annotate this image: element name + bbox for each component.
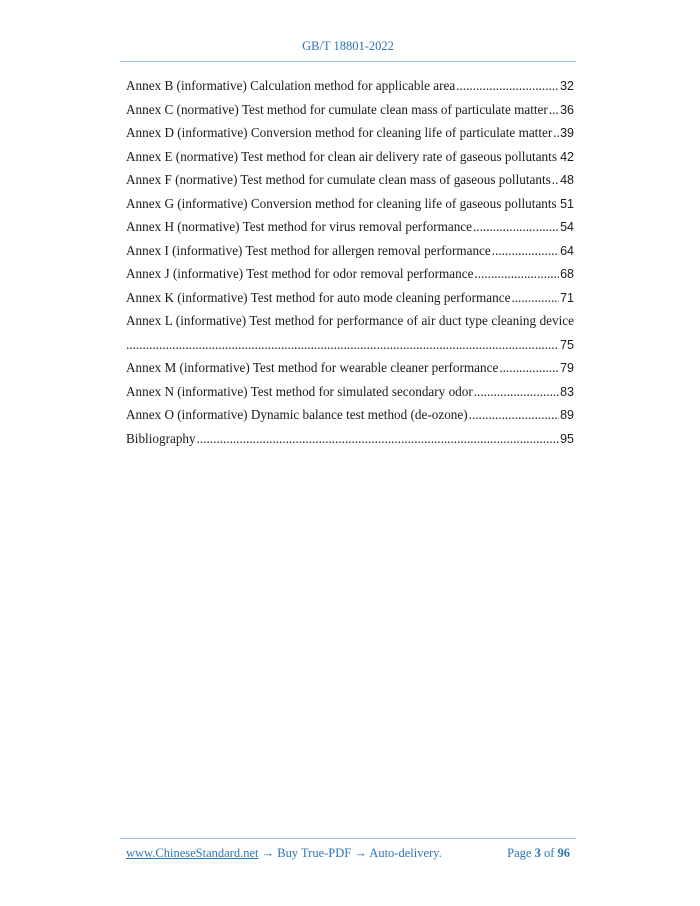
toc-entry-title: Annex D (informative) Conversion method for cleaning life of particulate matter [126,125,553,140]
toc-entry-page: 79 [560,361,574,375]
toc-entry[interactable] [126,356,574,380]
toc-dot-leader [511,286,559,310]
toc-dot-leader [474,380,559,404]
toc-entry-title: Annex E (normative) Test method for clean air delivery rate of gaseous pollutants [126,148,557,164]
total-page-count: 96 [557,846,570,860]
toc-dot-leader [197,427,559,451]
toc-entry[interactable] [126,98,574,122]
footer-left [126,846,442,861]
toc-entry[interactable] [126,380,574,404]
toc-entry-title: Bibliography [126,430,196,446]
toc-entry-page: 54 [560,220,574,234]
footer-divider [120,838,576,839]
toc-entry-title: Annex I (informative) Test method for allergen removal performance [126,242,491,258]
toc-entry[interactable] [126,215,574,239]
website-link[interactable]: www.ChineseStandard.net [126,846,259,860]
toc-entry-page: 64 [560,243,574,258]
toc-entry-page: 83 [560,384,574,399]
toc-entry-page: 39 [560,126,574,140]
toc-entry-page: 71 [560,290,574,305]
toc-entry-title: Annex M (informative) Test method for wearable cleaner performance [126,360,499,375]
toc-dot-leader [499,356,559,380]
table-of-contents [126,74,574,450]
standard-code: GB/T 18801-2022 [302,39,394,53]
toc-entry-title: Annex O (informative) Dynamic balance test method (de-ozone) [126,407,468,422]
toc-entry-title: Annex G (informative) Conversion method for cleaning life of gaseous pollutants [126,195,557,211]
toc-entry[interactable] [126,192,574,216]
document-footer [126,846,570,861]
current-page-number: 3 [534,846,541,860]
toc-entry[interactable] [126,121,574,145]
toc-entry-title: Annex B (informative) Calculation method for applicable area [126,78,456,93]
toc-entry[interactable] [126,286,574,310]
toc-dot-leader [553,121,559,145]
toc-entry-continuation [126,333,574,358]
toc-dot-leader [549,98,559,122]
toc-entry-title: Annex J (informative) Test method for odor removal performance [126,266,474,281]
page-of-label: of [543,846,555,860]
toc-entry-page: 75 [560,337,574,352]
toc-entry-title: Annex C (normative) Test method for cumulate clean mass of particulate matter [126,101,548,117]
page-label: Page [507,846,532,860]
toc-entry-page: 42 [560,149,574,164]
toc-dot-leader [474,262,559,286]
toc-entry-page: 68 [560,267,574,281]
toc-entry-page: 51 [560,196,574,211]
document-header [120,39,576,54]
toc-entry-page: 89 [560,408,574,422]
toc-dot-leader [552,168,559,192]
toc-entry[interactable] [126,427,574,451]
toc-entry[interactable] [126,239,574,263]
toc-entry[interactable] [126,145,574,169]
toc-entry-title: Annex F (normative) Test method for cumulate clean mass of gaseous pollutants [126,172,551,187]
toc-entry[interactable] [126,262,574,286]
toc-dot-leader [456,74,559,98]
toc-entry[interactable] [126,168,574,192]
header-divider [120,61,576,62]
toc-entry[interactable] [126,74,574,98]
toc-entry-page: 36 [560,102,574,117]
toc-dot-leader [558,192,559,216]
toc-dot-leader [558,145,559,169]
footer-tagline: → Buy True-PDF → Auto-delivery. [258,846,442,860]
toc-entry-page: 32 [560,79,574,93]
toc-dot-leader [126,333,559,357]
toc-entry[interactable] [126,309,574,356]
toc-entry-page: 95 [560,431,574,446]
toc-entry-title: Annex L (informative) Test method for performance of air duct type cleaning device [126,313,574,328]
toc-entry-page: 48 [560,173,574,187]
toc-dot-leader [469,403,559,427]
toc-entry-title: Annex K (informative) Test method for auto mode cleaning performance [126,289,511,305]
toc-entry-title: Annex N (informative) Test method for simulated secondary odor [126,383,473,399]
toc-entry[interactable] [126,403,574,427]
toc-dot-leader [492,239,559,263]
toc-dot-leader [473,215,559,239]
toc-entry-title: Annex H (normative) Test method for virus removal performance [126,219,472,234]
page-counter [507,846,570,861]
